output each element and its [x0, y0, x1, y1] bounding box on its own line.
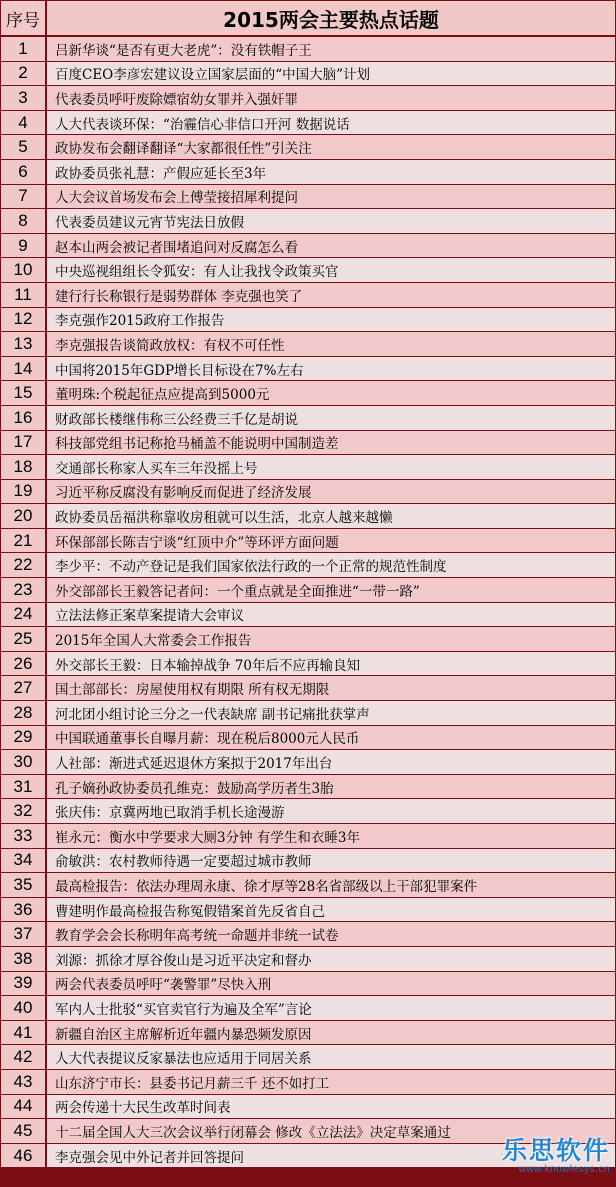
table-row: [1, 578, 615, 603]
table-row: [1, 1144, 615, 1169]
row-number: 42: [1, 1045, 47, 1069]
row-number: 23: [1, 578, 47, 602]
hot-topics-table: [1, 1, 615, 1186]
row-topic: 人大代表提议反家暴法也应适用于同居关系: [47, 1045, 615, 1069]
table-row: [1, 160, 615, 185]
table-row: [1, 185, 615, 210]
table-row: [1, 357, 615, 382]
table-row: [1, 381, 615, 406]
row-number: 8: [1, 209, 47, 233]
row-number: 28: [1, 701, 47, 725]
row-number: 15: [1, 381, 47, 405]
table-row: [1, 209, 615, 234]
row-number: 29: [1, 726, 47, 750]
row-topic: 孔子嫡孙政协委员孔维克：鼓励高学历者生3胎: [47, 775, 615, 799]
row-topic: 教育学会会长称明年高考统一命题并非统一试卷: [47, 922, 615, 946]
row-number: 35: [1, 873, 47, 897]
row-number: 19: [1, 480, 47, 504]
table-row: [1, 726, 615, 751]
table-row: [1, 480, 615, 505]
row-number: 5: [1, 135, 47, 159]
row-number: 25: [1, 627, 47, 651]
table-row: [1, 332, 615, 357]
row-number: 16: [1, 406, 47, 430]
row-number: 21: [1, 529, 47, 553]
table-row: [1, 553, 615, 578]
row-topic: 李克强会见中外记者并回答提问: [47, 1144, 615, 1168]
row-number: 45: [1, 1119, 47, 1143]
row-topic: 代表委员呼吁废除嫖宿幼女罪并入强奸罪: [47, 86, 615, 110]
row-topic: 立法法修正案草案提请大会审议: [47, 603, 615, 627]
row-number: 46: [1, 1144, 47, 1168]
row-topic: 政协发布会翻译翻译“大家都很任性”引关注: [47, 135, 615, 159]
row-topic: 2015年全国人大常委会工作报告: [47, 627, 615, 651]
table-row: [1, 234, 615, 259]
table-row: [1, 1070, 615, 1095]
table-row: [1, 972, 615, 997]
table-row: [1, 676, 615, 701]
row-number: 26: [1, 652, 47, 676]
row-topic: 李克强报告谈简政放权：有权不可任性: [47, 332, 615, 356]
table-row: [1, 431, 615, 456]
row-number: 22: [1, 553, 47, 577]
table-row: [1, 873, 615, 898]
row-number: 1: [1, 37, 47, 61]
row-number: 33: [1, 824, 47, 848]
row-number: 7: [1, 185, 47, 209]
table-row: [1, 62, 615, 87]
row-number: 36: [1, 898, 47, 922]
row-topic: 两会代表委员呼吁“袭警罪”尽快入刑: [47, 972, 615, 996]
row-topic: 曹建明作最高检报告称冤假错案首先反省自己: [47, 898, 615, 922]
row-number: 13: [1, 332, 47, 356]
table-row: [1, 283, 615, 308]
watermark-url: www.knowlesys.cn: [518, 1164, 610, 1175]
row-number: 31: [1, 775, 47, 799]
row-topic: 人大会议首场发布会上傅莹接招犀利提问: [47, 185, 615, 209]
row-number: 24: [1, 603, 47, 627]
table-row: [1, 922, 615, 947]
row-number: 30: [1, 750, 47, 774]
table-row: [1, 406, 615, 431]
table-row: [1, 799, 615, 824]
row-topic: 赵本山两会被记者围堵追问对反腐怎么看: [47, 234, 615, 258]
row-topic: 外交部长王毅：日本输掉战争 70年后不应再输良知: [47, 652, 615, 676]
row-number: 10: [1, 258, 47, 282]
row-topic: 吕新华谈“是否有更大老虎”：没有铁帽子王: [47, 37, 615, 61]
row-number: 37: [1, 922, 47, 946]
table-title: 2015两会主要热点话题: [223, 7, 439, 32]
row-topic: 政协委员岳福洪称靠收房租就可以生活，北京人越来越懒: [47, 504, 615, 528]
table-row: [1, 824, 615, 849]
row-topic: 国土部部长：房屋使用权有期限 所有权无期限: [47, 676, 615, 700]
row-topic: 中央巡视组组长令狐安：有人让我找令政策买官: [47, 258, 615, 282]
table-row: [1, 1045, 615, 1070]
row-topic: 最高检报告：依法办理周永康、徐才厚等28名省部级以上干部犯罪案件: [47, 873, 615, 897]
row-number: 20: [1, 504, 47, 528]
row-topic: 刘源：抓徐才厚谷俊山是习近平决定和督办: [47, 947, 615, 971]
row-topic: 董明珠:个税起征点应提高到5000元: [47, 381, 615, 405]
row-topic: 崔永元：衡水中学要求大厕3分钟 有学生和衣睡3年: [47, 824, 615, 848]
row-number: 44: [1, 1095, 47, 1119]
row-topic: 人社部：渐进式延迟退休方案拟于2017年出台: [47, 750, 615, 774]
row-number: 41: [1, 1021, 47, 1045]
table-row: [1, 529, 615, 554]
watermark-logo: 乐思软件: [501, 1136, 610, 1165]
table-row: [1, 1021, 615, 1046]
row-number: 14: [1, 357, 47, 381]
row-number: 6: [1, 160, 47, 184]
table-row: [1, 135, 615, 160]
table-row: [1, 775, 615, 800]
table-row: [1, 86, 615, 111]
table-row: [1, 701, 615, 726]
row-number: 11: [1, 283, 47, 307]
row-topic: 中国联通董事长自曝月薪：现在税后8000元人民币: [47, 726, 615, 750]
row-topic: 交通部长称家人买车三年没摇上号: [47, 455, 615, 479]
row-topic: 代表委员建议元宵节宪法日放假: [47, 209, 615, 233]
row-topic: 俞敏洪：农村教师待遇一定要超过城市教师: [47, 849, 615, 873]
row-topic: 政协委员张礼慧：产假应延长至3年: [47, 160, 615, 184]
table-row: [1, 849, 615, 874]
header-num-label: 序号: [1, 1, 47, 35]
row-topic: 习近平称反腐没有影响反而促进了经济发展: [47, 480, 615, 504]
table-row: [1, 1095, 615, 1120]
table-row: [1, 455, 615, 480]
row-topic: 山东济宁市长：县委书记月薪三千 还不如打工: [47, 1070, 615, 1094]
table-row: [1, 1119, 615, 1144]
row-number: 38: [1, 947, 47, 971]
row-number: 43: [1, 1070, 47, 1094]
table-body: [1, 37, 615, 1168]
table-header: [1, 1, 615, 37]
row-number: 12: [1, 308, 47, 332]
table-row: [1, 258, 615, 283]
table-row: [1, 37, 615, 62]
row-number: 34: [1, 849, 47, 873]
row-number: 39: [1, 972, 47, 996]
row-topic: 环保部部长陈吉宁谈“红顶中介”等环评方面问题: [47, 529, 615, 553]
table-row: [1, 111, 615, 136]
row-topic: 张庆伟：京冀两地已取消手机长途漫游: [47, 799, 615, 823]
row-topic: 李少平：不动产登记是我们国家依法行政的一个正常的规范性制度: [47, 553, 615, 577]
row-topic: 科技部党组书记称抢马桶盖不能说明中国制造差: [47, 431, 615, 455]
row-topic: 中国将2015年GDP增长目标设在7%左右: [47, 357, 615, 381]
row-topic: 百度CEO李彦宏建议设立国家层面的“中国大脑”计划: [47, 62, 615, 86]
row-number: 9: [1, 234, 47, 258]
row-topic: 李克强作2015政府工作报告: [47, 308, 615, 332]
row-topic: 人大代表谈环保：“治霾信心非信口开河 数据说话: [47, 111, 615, 135]
row-topic: 外交部部长王毅答记者问：一个重点就是全面推进“一带一路”: [47, 578, 615, 602]
table-row: [1, 308, 615, 333]
row-topic: 新疆自治区主席解析近年疆内暴恐频发原因: [47, 1021, 615, 1045]
table-row: [1, 504, 615, 529]
row-topic: 两会传递十大民生改革时间表: [47, 1095, 615, 1119]
row-number: 27: [1, 676, 47, 700]
table-row: [1, 996, 615, 1021]
table-row: [1, 898, 615, 923]
table-row: [1, 947, 615, 972]
row-number: 32: [1, 799, 47, 823]
row-number: 3: [1, 86, 47, 110]
row-number: 18: [1, 455, 47, 479]
row-number: 4: [1, 111, 47, 135]
row-number: 2: [1, 62, 47, 86]
table-row: [1, 652, 615, 677]
table-row: [1, 603, 615, 628]
row-topic: 河北团小组讨论三分之一代表缺席 副书记痛批获掌声: [47, 701, 615, 725]
row-topic: 十二届全国人大三次会议举行闭幕会 修改《立法法》决定草案通过: [47, 1119, 615, 1143]
row-topic: 建行行长称银行是弱势群体 李克强也笑了: [47, 283, 615, 307]
table-row: [1, 627, 615, 652]
row-number: 17: [1, 431, 47, 455]
row-topic: 军内人士批驳“买官卖官行为遍及全军”言论: [47, 996, 615, 1020]
row-topic: 财政部长楼继伟称三公经费三千亿是胡说: [47, 406, 615, 430]
row-number: 40: [1, 996, 47, 1020]
table-row: [1, 750, 615, 775]
